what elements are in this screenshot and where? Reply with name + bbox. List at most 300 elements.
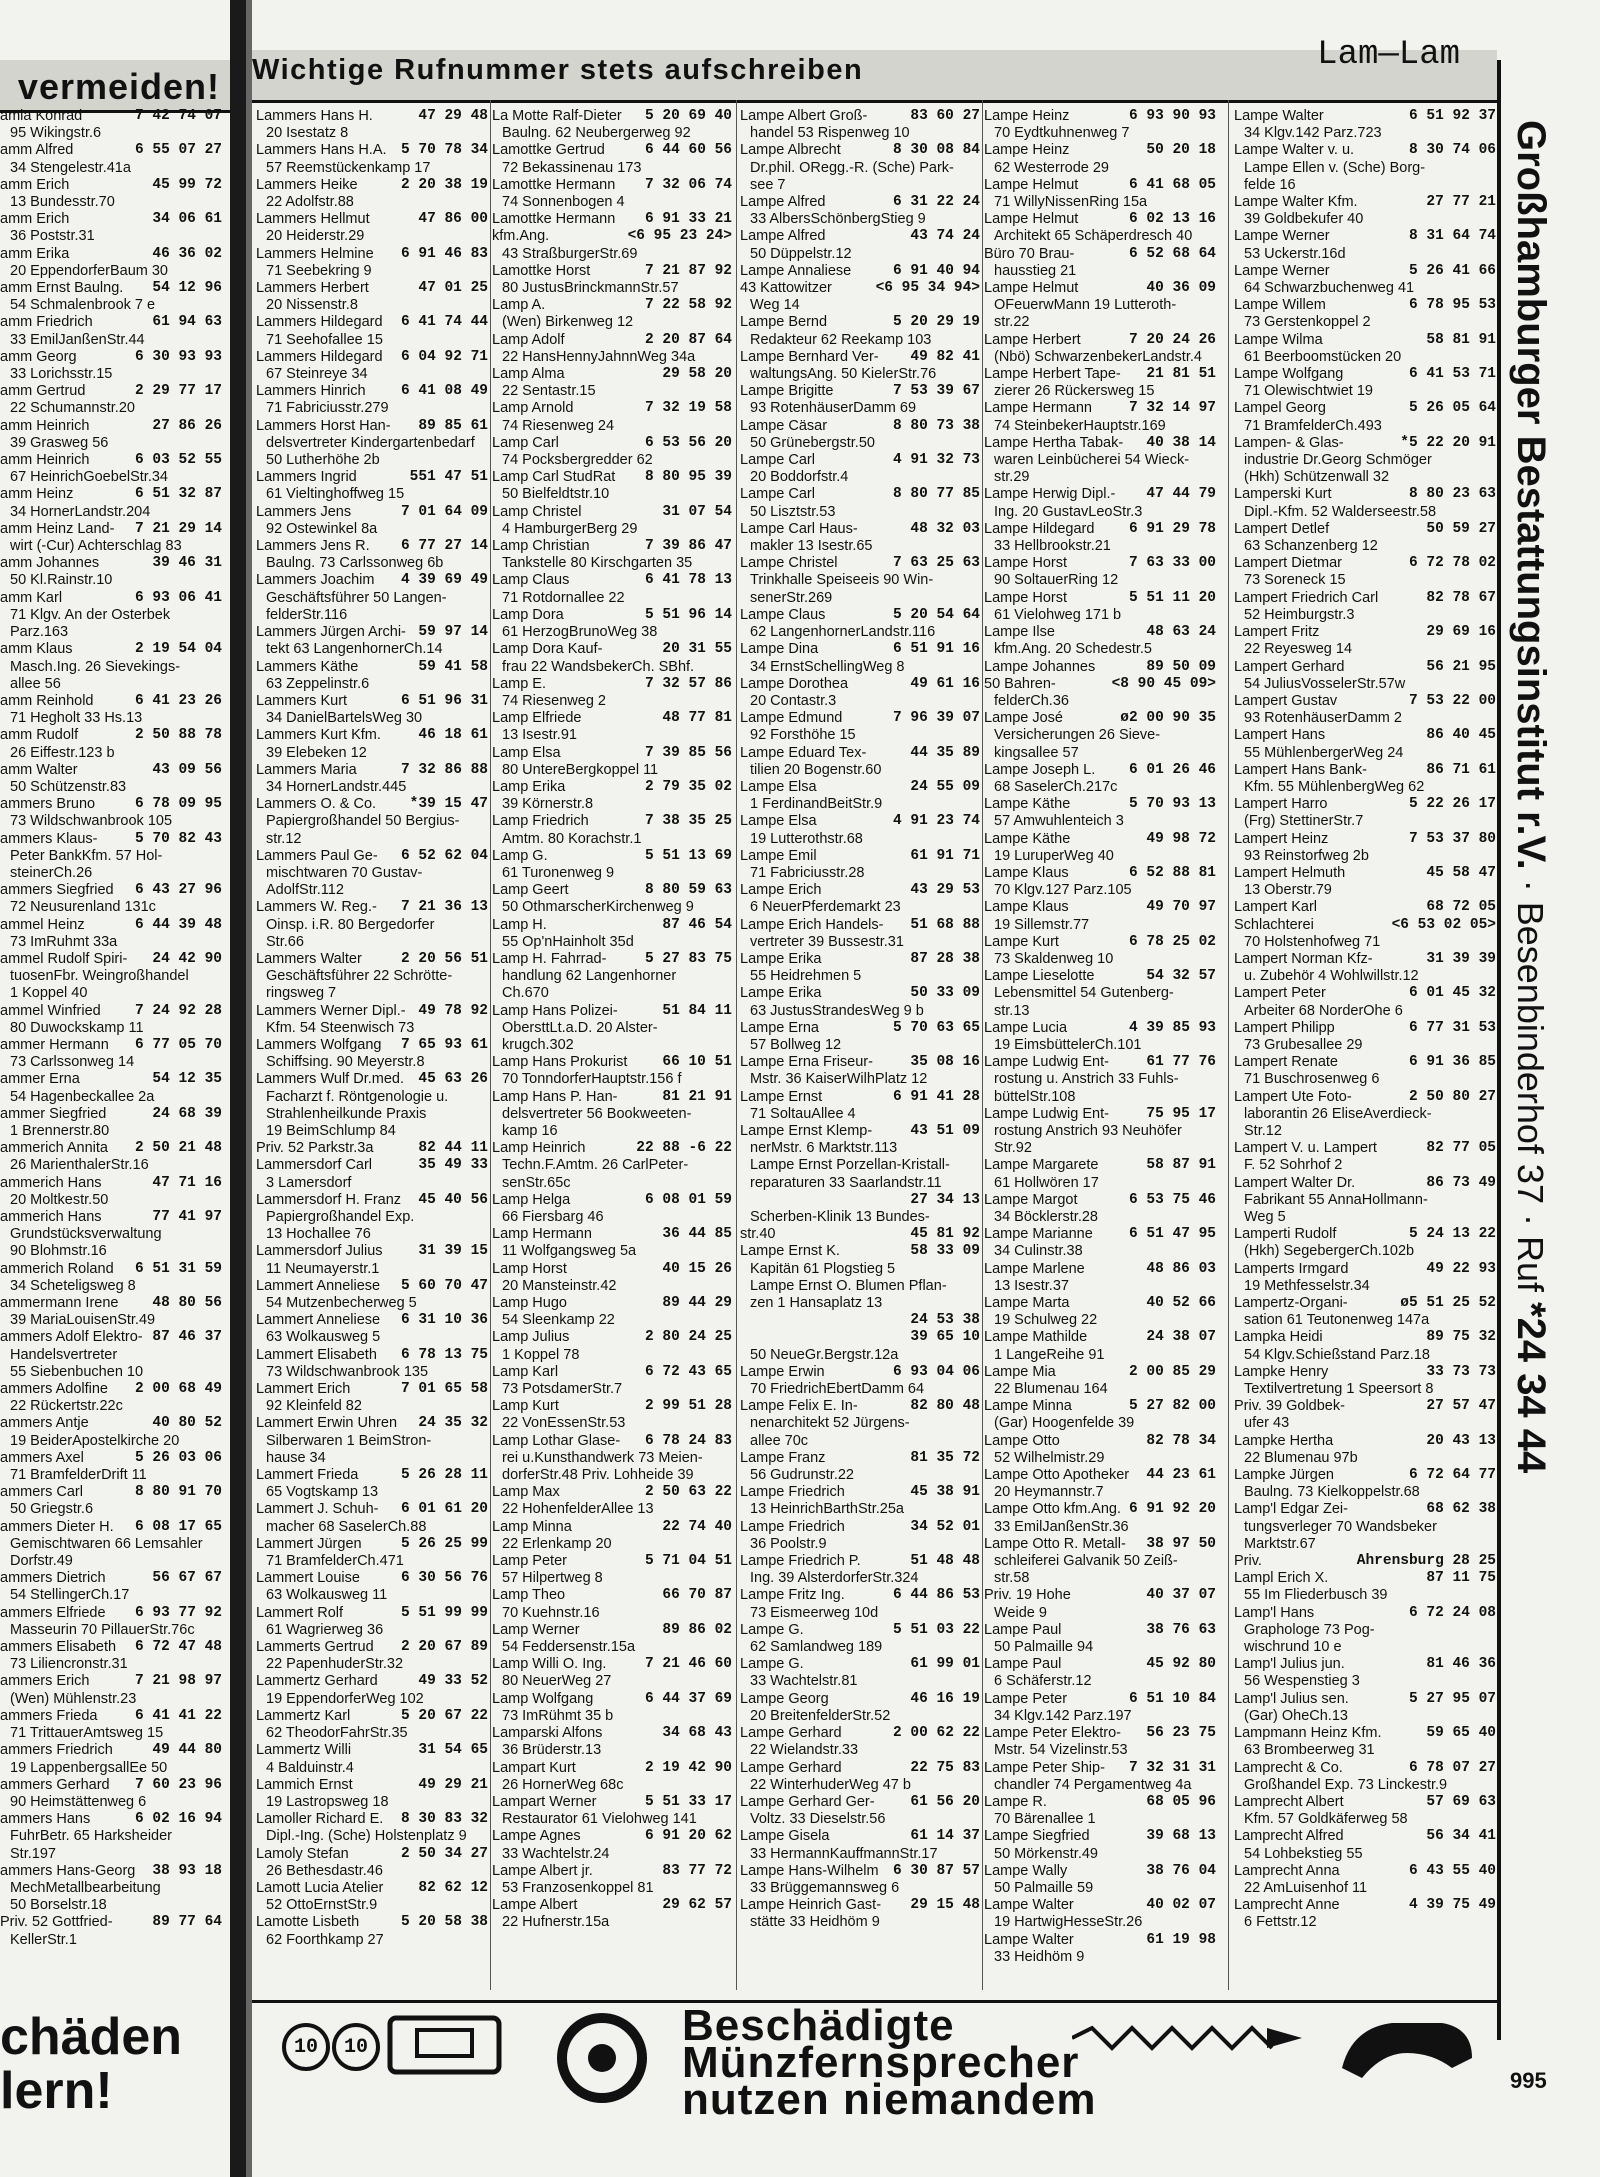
phone-number — [728, 1570, 732, 1587]
listing-text: Lammerts Gertrud — [256, 1639, 374, 1656]
listing-text: str.58 — [994, 1570, 1030, 1587]
phone-number — [976, 1261, 980, 1278]
directory-line — [256, 1157, 488, 1174]
directory-line — [492, 383, 732, 400]
phone-number: 6 91 29 78 — [1128, 520, 1216, 537]
phone-number — [218, 659, 222, 676]
directory-line — [1234, 572, 1496, 589]
phone-number — [484, 521, 488, 538]
phone-number: 6 51 10 84 — [1128, 1690, 1216, 1707]
listing-text: amm Karl — [0, 589, 63, 606]
listing-text: 19 BeimSchlump 84 — [266, 1122, 396, 1139]
phone-number: 8 30 08 84 — [892, 142, 980, 159]
listing-text: 80 Duwockskamp 11 — [10, 1019, 144, 1036]
listing-text: 19 Lutterothstr.68 — [750, 830, 863, 847]
directory-line — [256, 314, 488, 331]
phone-number — [1492, 1673, 1496, 1690]
listing-text: 20 Isestatz 8 — [266, 125, 349, 142]
phone-number: 61 94 63 — [152, 314, 222, 331]
listing-text: Lamp Wolfgang — [492, 1690, 594, 1707]
listing-text: ammers Elfriede — [0, 1604, 106, 1621]
phone-number — [1212, 160, 1216, 177]
listing-text: Lammersdorf Julius — [256, 1243, 383, 1260]
phone-number: 58 81 91 — [1426, 331, 1496, 348]
directory-line — [256, 1656, 488, 1673]
directory-line — [984, 899, 1216, 916]
directory-line — [492, 1880, 732, 1897]
listing-text: 93 RotenhäuserDamm 2 — [1244, 710, 1402, 727]
broken-receiver-icon — [1332, 2008, 1482, 2098]
listing-text: 50 Palmaille 59 — [994, 1879, 1094, 1896]
listing-text: 1 Koppel 40 — [10, 985, 88, 1002]
phone-number — [218, 779, 222, 796]
phone-number — [1212, 1519, 1216, 1536]
phone-number: 7 21 36 13 — [400, 899, 488, 916]
phone-number — [218, 1226, 222, 1243]
directory-line — [492, 1536, 732, 1553]
listing-text: Lampe Helmut — [984, 211, 1079, 228]
phone-number — [484, 1587, 488, 1604]
listing-text: 1 Koppel 78 — [502, 1346, 580, 1363]
directory-line — [1234, 1003, 1496, 1020]
directory-line — [256, 1673, 488, 1690]
directory-line — [740, 968, 980, 985]
listing-text: Lampe Bernhard Ver- — [740, 348, 879, 365]
phone-number: 86 40 45 — [1426, 727, 1496, 744]
listing-text: Mstr. 36 KaiserWilhPlatz 12 — [750, 1071, 928, 1088]
directory-line — [984, 1071, 1216, 1088]
directory-line — [256, 848, 488, 865]
listing-text: 6 Schäferstr.12 — [994, 1673, 1092, 1690]
phone-number — [484, 1020, 488, 1037]
phone-number: 6 41 41 22 — [134, 1707, 222, 1724]
listing-text: Lammers Kurt — [256, 692, 348, 709]
phone-number — [1492, 280, 1496, 297]
phone-number — [976, 1914, 980, 1931]
directory-line — [492, 486, 732, 503]
listing-text: frau 22 WandsbekerCh. SBhf. — [502, 658, 695, 675]
listing-text: Lampe Gerhard — [740, 1725, 842, 1742]
listing-text: Lampe Agnes — [492, 1828, 581, 1845]
phone-number — [218, 1398, 222, 1415]
directory-line — [0, 1691, 222, 1708]
directory-line — [256, 1794, 488, 1811]
listing-text: ammers Axel — [0, 1449, 84, 1466]
listing-text: Kfm. 54 Steenwisch 73 — [266, 1019, 415, 1036]
phone-number: 39 65 10 — [910, 1329, 980, 1346]
listing-text: ammers Dietrich — [0, 1570, 106, 1587]
directory-column-1 — [256, 108, 488, 1949]
listing-text: tuosenFbr. Weingroßhandel — [10, 968, 189, 985]
directory-line — [0, 1863, 222, 1880]
listing-text: 19 Schulweg 22 — [994, 1312, 1098, 1329]
phone-number: 6 30 93 93 — [134, 348, 222, 365]
listing-text: Lampe Werner — [1234, 262, 1330, 279]
directory-line — [492, 745, 732, 762]
listing-text: Lampe Albrecht — [740, 142, 841, 159]
phone-number: 4 39 69 49 — [400, 572, 488, 589]
phone-number: 7 21 98 97 — [134, 1673, 222, 1690]
phone-number: 82 44 11 — [418, 1140, 488, 1157]
listing-text: 4 HamburgerBerg 29 — [502, 520, 638, 537]
listing-text: Dipl.-Kfm. 52 Walderseestr.58 — [1244, 503, 1437, 520]
directory-line — [0, 1140, 222, 1157]
phone-number — [484, 1209, 488, 1226]
directory-line — [984, 1415, 1216, 1432]
phone-number — [976, 1777, 980, 1794]
phone-number — [728, 624, 732, 641]
listing-text: rostung u. Anstrich 33 Fuhls- — [994, 1071, 1179, 1088]
directory-line — [492, 1054, 732, 1071]
listing-text: Kfm. 55 MühlenbergWeg 62 — [1244, 778, 1425, 795]
directory-line — [256, 1777, 488, 1794]
phone-number — [484, 968, 488, 985]
phone-number — [218, 1278, 222, 1295]
directory-line — [0, 418, 222, 435]
directory-line — [984, 1691, 1216, 1708]
phone-number: 7 21 46 60 — [644, 1656, 732, 1673]
phone-number — [1212, 1175, 1216, 1192]
listing-text: Lampe Carl — [740, 486, 815, 503]
directory-line — [984, 1708, 1216, 1725]
listing-text: Oinsp. i.R. 80 Bergedorfer — [266, 916, 435, 933]
listing-text: Lammers O. & Co. — [256, 796, 377, 813]
directory-line — [984, 1243, 1216, 1260]
directory-line — [0, 1570, 222, 1587]
directory-line — [740, 934, 980, 951]
phone-number — [218, 676, 222, 693]
listing-text: Lampe Horst — [984, 589, 1068, 606]
directory-line — [984, 1605, 1216, 1622]
listing-text: 65 Vogtskamp 13 — [266, 1484, 379, 1501]
listing-text: Weide 9 — [994, 1604, 1047, 1621]
phone-number — [218, 1501, 222, 1518]
directory-line — [0, 1605, 222, 1622]
listing-text: macher 68 SaselerCh.88 — [266, 1518, 427, 1535]
phone-number — [1212, 1209, 1216, 1226]
directory-line — [0, 1760, 222, 1777]
phone-number: 56 21 95 — [1426, 658, 1496, 675]
phone-number: 56 34 41 — [1426, 1828, 1496, 1845]
directory-line — [740, 125, 980, 142]
left-slogan-line-1: chäden — [0, 2008, 183, 2066]
phone-number: 29 58 20 — [662, 366, 732, 383]
directory-line — [492, 779, 732, 796]
directory-line — [256, 1020, 488, 1037]
listing-text: Strahlenheilkunde Praxis — [266, 1105, 427, 1122]
listing-text: 73 Wildschwanbrook 105 — [10, 813, 173, 830]
listing-text: (Hkh) Schützenwall 32 — [1244, 469, 1390, 486]
listing-text: Lampl Erich X. — [1234, 1570, 1329, 1587]
directory-line — [1234, 1811, 1496, 1828]
directory-line — [740, 1828, 980, 1845]
listing-text: 72 Bekassinenau 173 — [502, 159, 642, 176]
directory-line — [492, 1381, 732, 1398]
directory-line — [256, 1605, 488, 1622]
directory-line — [1234, 452, 1496, 469]
directory-line — [1234, 831, 1496, 848]
phone-number: 6 72 43 65 — [644, 1363, 732, 1380]
directory-line — [984, 1106, 1216, 1123]
listing-text: Lampe Erich — [740, 882, 822, 899]
directory-line — [0, 1828, 222, 1845]
listing-text: Büro 70 Brau- — [984, 245, 1075, 262]
phone-number: 49 22 93 — [1426, 1260, 1496, 1277]
listing-text: 71 TrittauerAmtsweg 15 — [10, 1725, 164, 1742]
phone-number — [218, 1089, 222, 1106]
directory-line — [984, 1381, 1216, 1398]
phone-number — [218, 1656, 222, 1673]
directory-line — [492, 1897, 732, 1914]
directory-line — [984, 1553, 1216, 1570]
phone-number — [218, 865, 222, 882]
directory-line — [984, 1364, 1216, 1381]
directory-line — [0, 1123, 222, 1140]
phone-number: 20 31 55 — [662, 641, 732, 658]
phone-number — [484, 1175, 488, 1192]
phone-number — [1212, 194, 1216, 211]
phone-number — [728, 1243, 732, 1260]
directory-line — [1234, 659, 1496, 676]
phone-number: 24 68 39 — [152, 1105, 222, 1122]
phone-number: 61 99 01 — [910, 1656, 980, 1673]
directory-line — [0, 1415, 222, 1432]
phone-number: 6 77 31 53 — [1408, 1019, 1496, 1036]
listing-text: ammerich Roland — [0, 1260, 114, 1277]
phone-number — [484, 1398, 488, 1415]
listing-text: Lamp Theo — [492, 1587, 566, 1604]
directory-line — [0, 1278, 222, 1295]
phone-number — [976, 504, 980, 521]
phone-number — [1212, 418, 1216, 435]
listing-text: ammers Hans-Georg — [0, 1862, 136, 1879]
directory-line — [984, 366, 1216, 383]
directory-line — [492, 572, 732, 589]
phone-number: 49 33 52 — [418, 1673, 488, 1690]
directory-line — [256, 659, 488, 676]
directory-line — [0, 1433, 222, 1450]
directory-line — [492, 1501, 732, 1518]
directory-line — [984, 1037, 1216, 1054]
listing-text: Lammers Heike — [256, 176, 358, 193]
listing-text: Lampe Lucia — [984, 1019, 1068, 1036]
listing-text: Lampe Hertha Tabak- — [984, 434, 1124, 451]
phone-number — [1212, 1914, 1216, 1931]
listing-text: ammers Frieda — [0, 1707, 98, 1724]
listing-text: Lamp Elfriede — [492, 710, 582, 727]
directory-line — [1234, 779, 1496, 796]
directory-line — [1234, 555, 1496, 572]
directory-line — [492, 177, 732, 194]
phone-number — [484, 779, 488, 796]
phone-number — [218, 899, 222, 916]
directory-line — [740, 418, 980, 435]
listing-text: Lampe Dorothea — [740, 675, 849, 692]
directory-line — [1234, 1157, 1496, 1174]
listing-text: Kapitän 61 Plogstieg 5 — [750, 1260, 896, 1277]
directory-line — [492, 314, 732, 331]
directory-line — [984, 1570, 1216, 1587]
directory-line — [492, 469, 732, 486]
listing-text: 19 HartwigHesseStr.26 — [994, 1914, 1143, 1931]
directory-line — [984, 1673, 1216, 1690]
directory-line — [256, 1003, 488, 1020]
directory-line — [0, 555, 222, 572]
directory-line — [740, 727, 980, 744]
phone-number — [484, 917, 488, 934]
listing-text: 4 Balduinstr.4 — [266, 1759, 354, 1776]
phone-number — [1492, 882, 1496, 899]
directory-line — [984, 1536, 1216, 1553]
directory-line — [256, 779, 488, 796]
phone-number — [218, 1828, 222, 1845]
phone-number — [1492, 641, 1496, 658]
directory-line — [1234, 1123, 1496, 1140]
listing-text: 20 EppendorferBaum 30 — [10, 262, 168, 279]
directory-line — [984, 1656, 1216, 1673]
directory-line — [492, 1020, 732, 1037]
listing-text: 74 Riesenweg 2 — [502, 692, 606, 709]
phone-number — [976, 1811, 980, 1828]
listing-text: Lampert Fritz — [1234, 624, 1320, 641]
directory-line — [492, 848, 732, 865]
phone-number: 24 53 38 — [910, 1312, 980, 1329]
listing-text: Baulng. 73 Kielkoppelstr.68 — [1244, 1484, 1420, 1501]
directory-line — [492, 1691, 732, 1708]
listing-text: büttelStr.108 — [994, 1088, 1076, 1105]
listing-text: 20 Contastr.3 — [750, 692, 837, 709]
listing-text: kfm.Ang. 20 Schedestr.5 — [994, 641, 1152, 658]
phone-number — [1492, 676, 1496, 693]
phone-number — [728, 1278, 732, 1295]
directory-line — [256, 1192, 488, 1209]
phone-number: 87 28 38 — [910, 950, 980, 967]
directory-line — [256, 1295, 488, 1312]
listing-text: 54 Mutzenbecherweg 5 — [266, 1295, 417, 1312]
listing-text: 43 Kattowitzer — [740, 280, 832, 297]
directory-line — [984, 1140, 1216, 1157]
listing-text: Lamp Kurt — [492, 1398, 559, 1415]
directory-line — [256, 108, 488, 125]
listing-text: Lamp'l Edgar Zei- — [1234, 1501, 1348, 1518]
phone-number — [1212, 1312, 1216, 1329]
directory-line — [256, 435, 488, 452]
directory-line — [1234, 1828, 1496, 1845]
listing-text: Lampe Lieselotte — [984, 968, 1095, 985]
listing-text: 54 Sleenkamp 22 — [502, 1312, 615, 1329]
listing-text: waltungsAng. 50 KielerStr.76 — [750, 366, 937, 383]
directory-line — [492, 590, 732, 607]
directory-line — [984, 968, 1216, 985]
phone-number — [218, 1433, 222, 1450]
listing-text: 63 JustusStrandesWeg 9 b — [750, 1002, 924, 1019]
directory-line — [0, 1054, 222, 1071]
directory-line — [492, 1484, 732, 1501]
phone-number — [1492, 1003, 1496, 1020]
phone-number: 5 26 25 99 — [400, 1535, 488, 1552]
listing-text: Graphologe 73 Pog- — [1244, 1621, 1375, 1638]
listing-text: ammel Rudolf Spiri- — [0, 950, 128, 967]
listing-text: 73 Gerstenkoppel 2 — [1244, 314, 1371, 331]
left-page-bottom-slogan — [0, 2010, 230, 2118]
directory-line — [740, 985, 980, 1002]
listing-text: Lamp Minna — [492, 1518, 572, 1535]
directory-line — [492, 1519, 732, 1536]
phone-number: 8 80 73 38 — [892, 417, 980, 434]
phone-number: 2 20 56 51 — [400, 950, 488, 967]
phone-number — [728, 831, 732, 848]
phone-number: 35 08 16 — [910, 1054, 980, 1071]
directory-line — [0, 1742, 222, 1759]
phone-number — [484, 813, 488, 830]
phone-number: 6 77 27 14 — [400, 538, 488, 555]
listing-text: Lamp Max — [492, 1484, 560, 1501]
directory-line — [492, 796, 732, 813]
phone-number: 5 51 96 14 — [644, 606, 732, 623]
phone-number — [218, 538, 222, 555]
phone-number: 39 68 13 — [1146, 1828, 1216, 1845]
listing-text: Lammers Hildegard — [256, 348, 383, 365]
listing-text: Lammers Paul Ge- — [256, 847, 378, 864]
phone-number — [976, 1415, 980, 1432]
phone-number: 49 78 92 — [418, 1002, 488, 1019]
listing-text: 39 Elebeken 12 — [266, 744, 367, 761]
directory-line — [740, 1192, 980, 1209]
listing-text: Lampert Norman Kfz- — [1234, 950, 1373, 967]
phone-number — [218, 332, 222, 349]
listing-text: Lampert Peter — [1234, 985, 1326, 1002]
phone-number: 6 51 47 95 — [1128, 1226, 1216, 1243]
directory-line — [1234, 899, 1496, 916]
listing-text: ammel Winfried — [0, 1002, 101, 1019]
listing-text: Lammers Hildegard — [256, 314, 383, 331]
phone-number: 6 72 64 77 — [1408, 1467, 1496, 1484]
listing-text: (Wen) Mühlenstr.23 — [10, 1690, 137, 1707]
directory-line — [256, 1484, 488, 1501]
directory-line — [984, 555, 1216, 572]
directory-line — [984, 1949, 1216, 1966]
directory-line — [492, 1605, 732, 1622]
phone-number: 5 27 82 00 — [1128, 1398, 1216, 1415]
listing-text: Lampe Bernd — [740, 314, 828, 331]
listing-text: 22 WinterhuderWeg 47 b — [750, 1776, 911, 1793]
listing-text: Lampe José — [984, 710, 1063, 727]
directory-line — [740, 177, 980, 194]
phone-number: 2 20 87 64 — [644, 331, 732, 348]
phone-number: 6 51 91 16 — [892, 641, 980, 658]
listing-text: 92 Forsthöhe 15 — [750, 727, 856, 744]
phone-number — [1212, 125, 1216, 142]
phone-number: 6 44 60 56 — [644, 142, 732, 159]
listing-text: (Frg) StettinerStr.7 — [1244, 813, 1364, 830]
listing-text: Arbeiter 68 NorderOhe 6 — [1244, 1002, 1403, 1019]
listing-text: Lampert Hans Bank- — [1234, 761, 1367, 778]
directory-line — [984, 418, 1216, 435]
phone-number: 6 41 53 71 — [1408, 366, 1496, 383]
directory-line — [492, 762, 732, 779]
listing-text: 73 ImRuhmt 33a — [10, 933, 118, 950]
phone-number: 6 44 37 69 — [644, 1690, 732, 1707]
directory-line — [256, 1243, 488, 1260]
phone-number: 82 78 34 — [1146, 1432, 1216, 1449]
directory-line — [740, 1484, 980, 1501]
phone-number — [728, 194, 732, 211]
directory-line — [0, 1914, 222, 1931]
phone-number: 40 37 07 — [1146, 1587, 1216, 1604]
listing-text: stätte 33 Heidhöm 9 — [750, 1914, 880, 1931]
listing-text: amm Heinrich — [0, 452, 90, 469]
phone-number: 44 23 61 — [1146, 1467, 1216, 1484]
